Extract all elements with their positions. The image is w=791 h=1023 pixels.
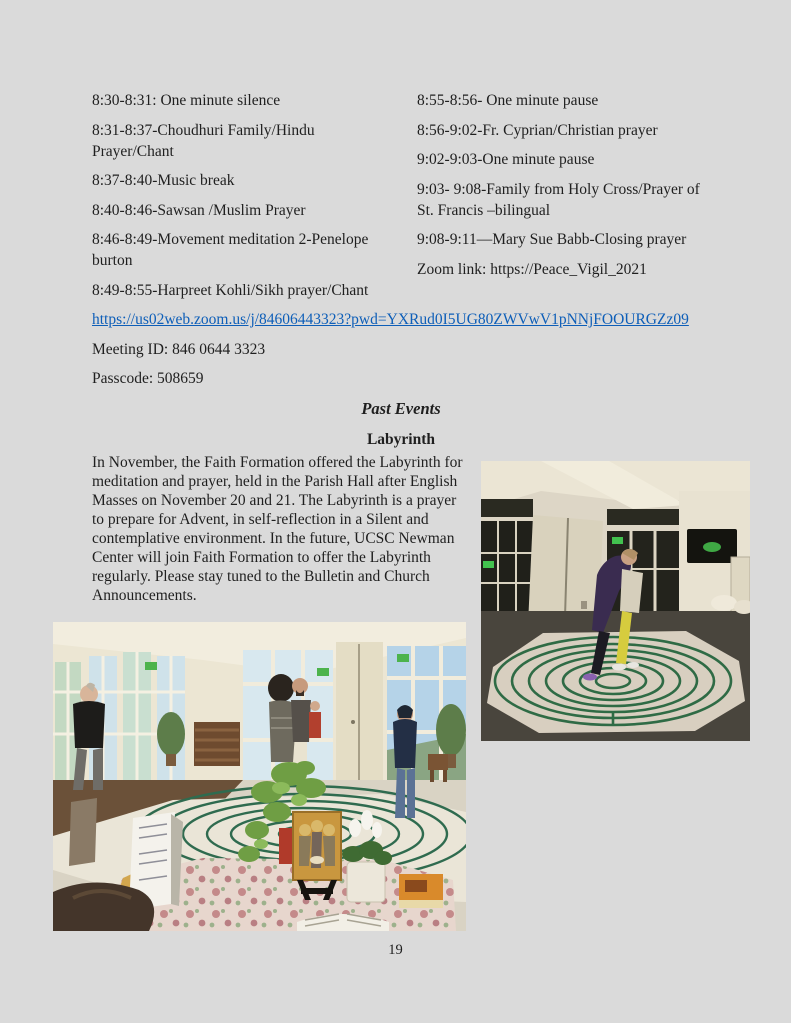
schedule-item: 8:46-8:49-Movement meditation 2-Penelope burton [92, 231, 369, 269]
zoom-meeting-info [92, 309, 710, 389]
vigil-schedule [92, 90, 710, 309]
schedule-column-left [92, 90, 384, 309]
labyrinth-paragraph: In November, the Faith Formation offered the Labyrinth for meditation and prayer, held in the Parish Hall after English Masses on November 20 and 21. The Labyrinth is a prayer to prepare for Advent, in self-reflection in a Silent and contemplative environment. In the future, UCSC Newman Center will join Faith Formation to offer the Labyrinth regularly. Please stay tuned to the Bulletin and Church Announcements. [92, 454, 463, 604]
zoom-meeting-link[interactable]: https://us02web.zoom.us/j/84606443323?pwd=YXRud0I5UG80ZWVwV1pNNjFOOURGZz09 [92, 311, 689, 328]
partition-door [336, 642, 383, 792]
person-navy-jacket [393, 705, 417, 818]
orange-book [399, 874, 443, 908]
zoom-link-line [92, 309, 710, 330]
schedule-item: 8:55-8:56- One minute pause [417, 92, 599, 109]
labyrinth-mat [487, 631, 745, 733]
person-red-top [309, 701, 321, 738]
dark-windows-left [481, 499, 533, 617]
schedule-item: 8:40-8:46-Sawsan /Muslim Prayer [92, 201, 306, 219]
pillow [711, 595, 737, 611]
past-events-heading: Past Events [361, 398, 441, 418]
schedule-item: Zoom link: https://Peace_Vigil_2021 [417, 260, 647, 278]
schedule-column-right [417, 90, 705, 309]
tv-screen [687, 529, 737, 563]
exit-sign [397, 654, 409, 662]
passcode-text: Passcode: 508659 [92, 370, 204, 387]
exit-sign [483, 561, 494, 568]
meeting-id-text: Meeting ID: 846 0644 3323 [92, 340, 266, 358]
schedule-item: 8:49-8:55-Harpreet Kohli/Sikh prayer/Chant [92, 281, 369, 299]
schedule-item: 9:02-9:03-One minute pause [417, 151, 595, 168]
hall-interior-day [53, 622, 466, 931]
schedule-item: 8:56-9:02-Fr. Cyprian/Christian prayer [417, 121, 658, 139]
schedule-item: 8:31-8:37-Choudhuri Family/Hindu Prayer/Chant [92, 121, 315, 160]
stacked-chairs [194, 722, 240, 766]
page-number: 19 [388, 942, 403, 958]
exit-sign [612, 537, 623, 544]
photo-labyrinth-night [481, 461, 750, 741]
photo-labyrinth-day [53, 622, 466, 931]
schedule-item: 8:30-8:31: One minute silence [92, 92, 281, 109]
schedule-item: 8:37-8:40-Music break [92, 172, 235, 189]
trinity-icon [293, 812, 341, 880]
schedule-item: 9:08-9:11—Mary Sue Babb-Closing prayer [417, 231, 687, 248]
exit-sign [317, 668, 329, 676]
labyrinth-heading: Labyrinth [366, 430, 436, 448]
sign-card-small [69, 798, 97, 866]
exit-sign [145, 662, 157, 670]
hall-interior-night [481, 461, 750, 741]
schedule-item: 9:03- 9:08-Family from Holy Cross/Prayer of St. Francis –bilingual [417, 180, 700, 219]
